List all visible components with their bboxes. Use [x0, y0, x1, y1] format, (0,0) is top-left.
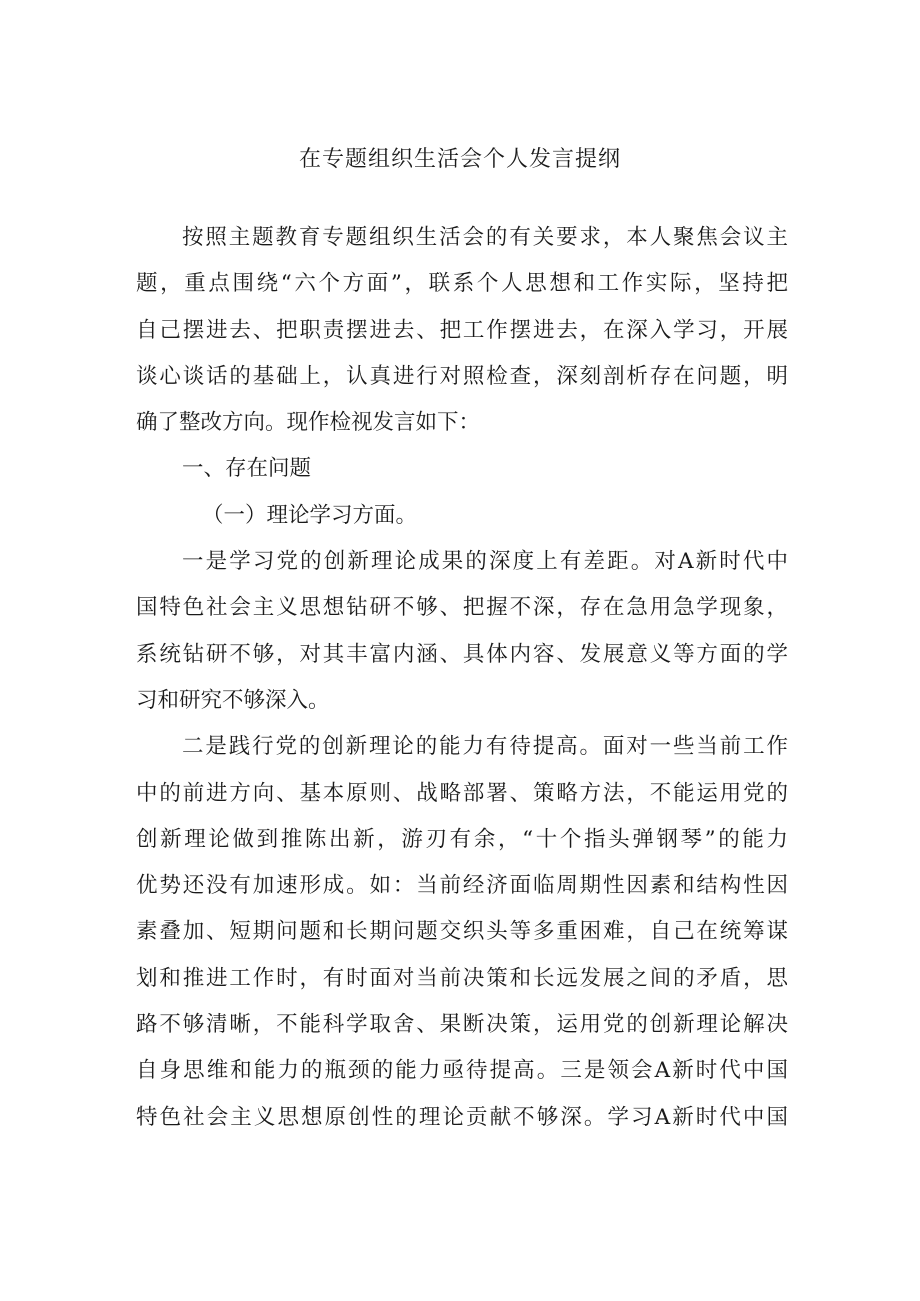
- document-line: 划和推进工作时，有时面对当前决策和长远发展之间的矛盾，思: [136, 965, 788, 991]
- document-body: [136, 215, 788, 1141]
- document-line: 谈心谈话的基础上，认真进行对照检查，深刻剖析存在问题，明: [136, 363, 788, 389]
- document-line: 自己摆进去、把职责摆进去、把工作摆进去，在深入学习，开展: [136, 317, 788, 343]
- document-line: 自身思维和能力的瓶颈的能力亟待提高。三是领会A新时代中国: [136, 1058, 788, 1084]
- document-line: 二是践行党的创新理论的能力有待提高。面对一些当前工作: [182, 734, 788, 760]
- document-line: 一是学习党的创新理论成果的深度上有差距。对A新时代中: [182, 549, 788, 575]
- document-line: （一）理论学习方面。: [202, 502, 418, 528]
- document-line: 创新理论做到推陈出新，游刃有余，“十个指头弹钢琴”的能力: [136, 826, 788, 852]
- document-line: 一、存在问题: [182, 456, 312, 482]
- document-line: 特色社会主义思想原创性的理论贡献不够深。学习A新时代中国: [136, 1104, 788, 1130]
- document-line: 中的前进方向、基本原则、战略部署、策略方法，不能运用党的: [136, 780, 788, 806]
- document-line: 优势还没有加速形成。如：当前经济面临周期性因素和结构性因: [136, 873, 788, 899]
- document-line: 按照主题教育专题组织生活会的有关要求，本人聚焦会议主: [182, 225, 788, 250]
- document-line: 素叠加、短期问题和长期问题交织头等多重困难，自己在统筹谋: [136, 919, 788, 945]
- document-line: 题，重点围绕“六个方面”，联系个人思想和工作实际，坚持把: [136, 271, 788, 297]
- document-title: 在专题组织生活会个人发言提纲: [298, 147, 621, 172]
- document-line: 确了整改方向。现作检视发言如下：: [136, 410, 481, 436]
- document-line: 路不够清晰，不能科学取舍、果断决策，运用党的创新理论解决: [136, 1012, 788, 1038]
- document-line: 习和研究不够深入。: [136, 687, 330, 713]
- document-line: 国特色社会主义思想钻研不够、把握不深，存在急用急学现象，: [136, 595, 788, 621]
- document-line: 系统钻研不够，对其丰富内涵、具体内容、发展意义等方面的学: [136, 641, 788, 667]
